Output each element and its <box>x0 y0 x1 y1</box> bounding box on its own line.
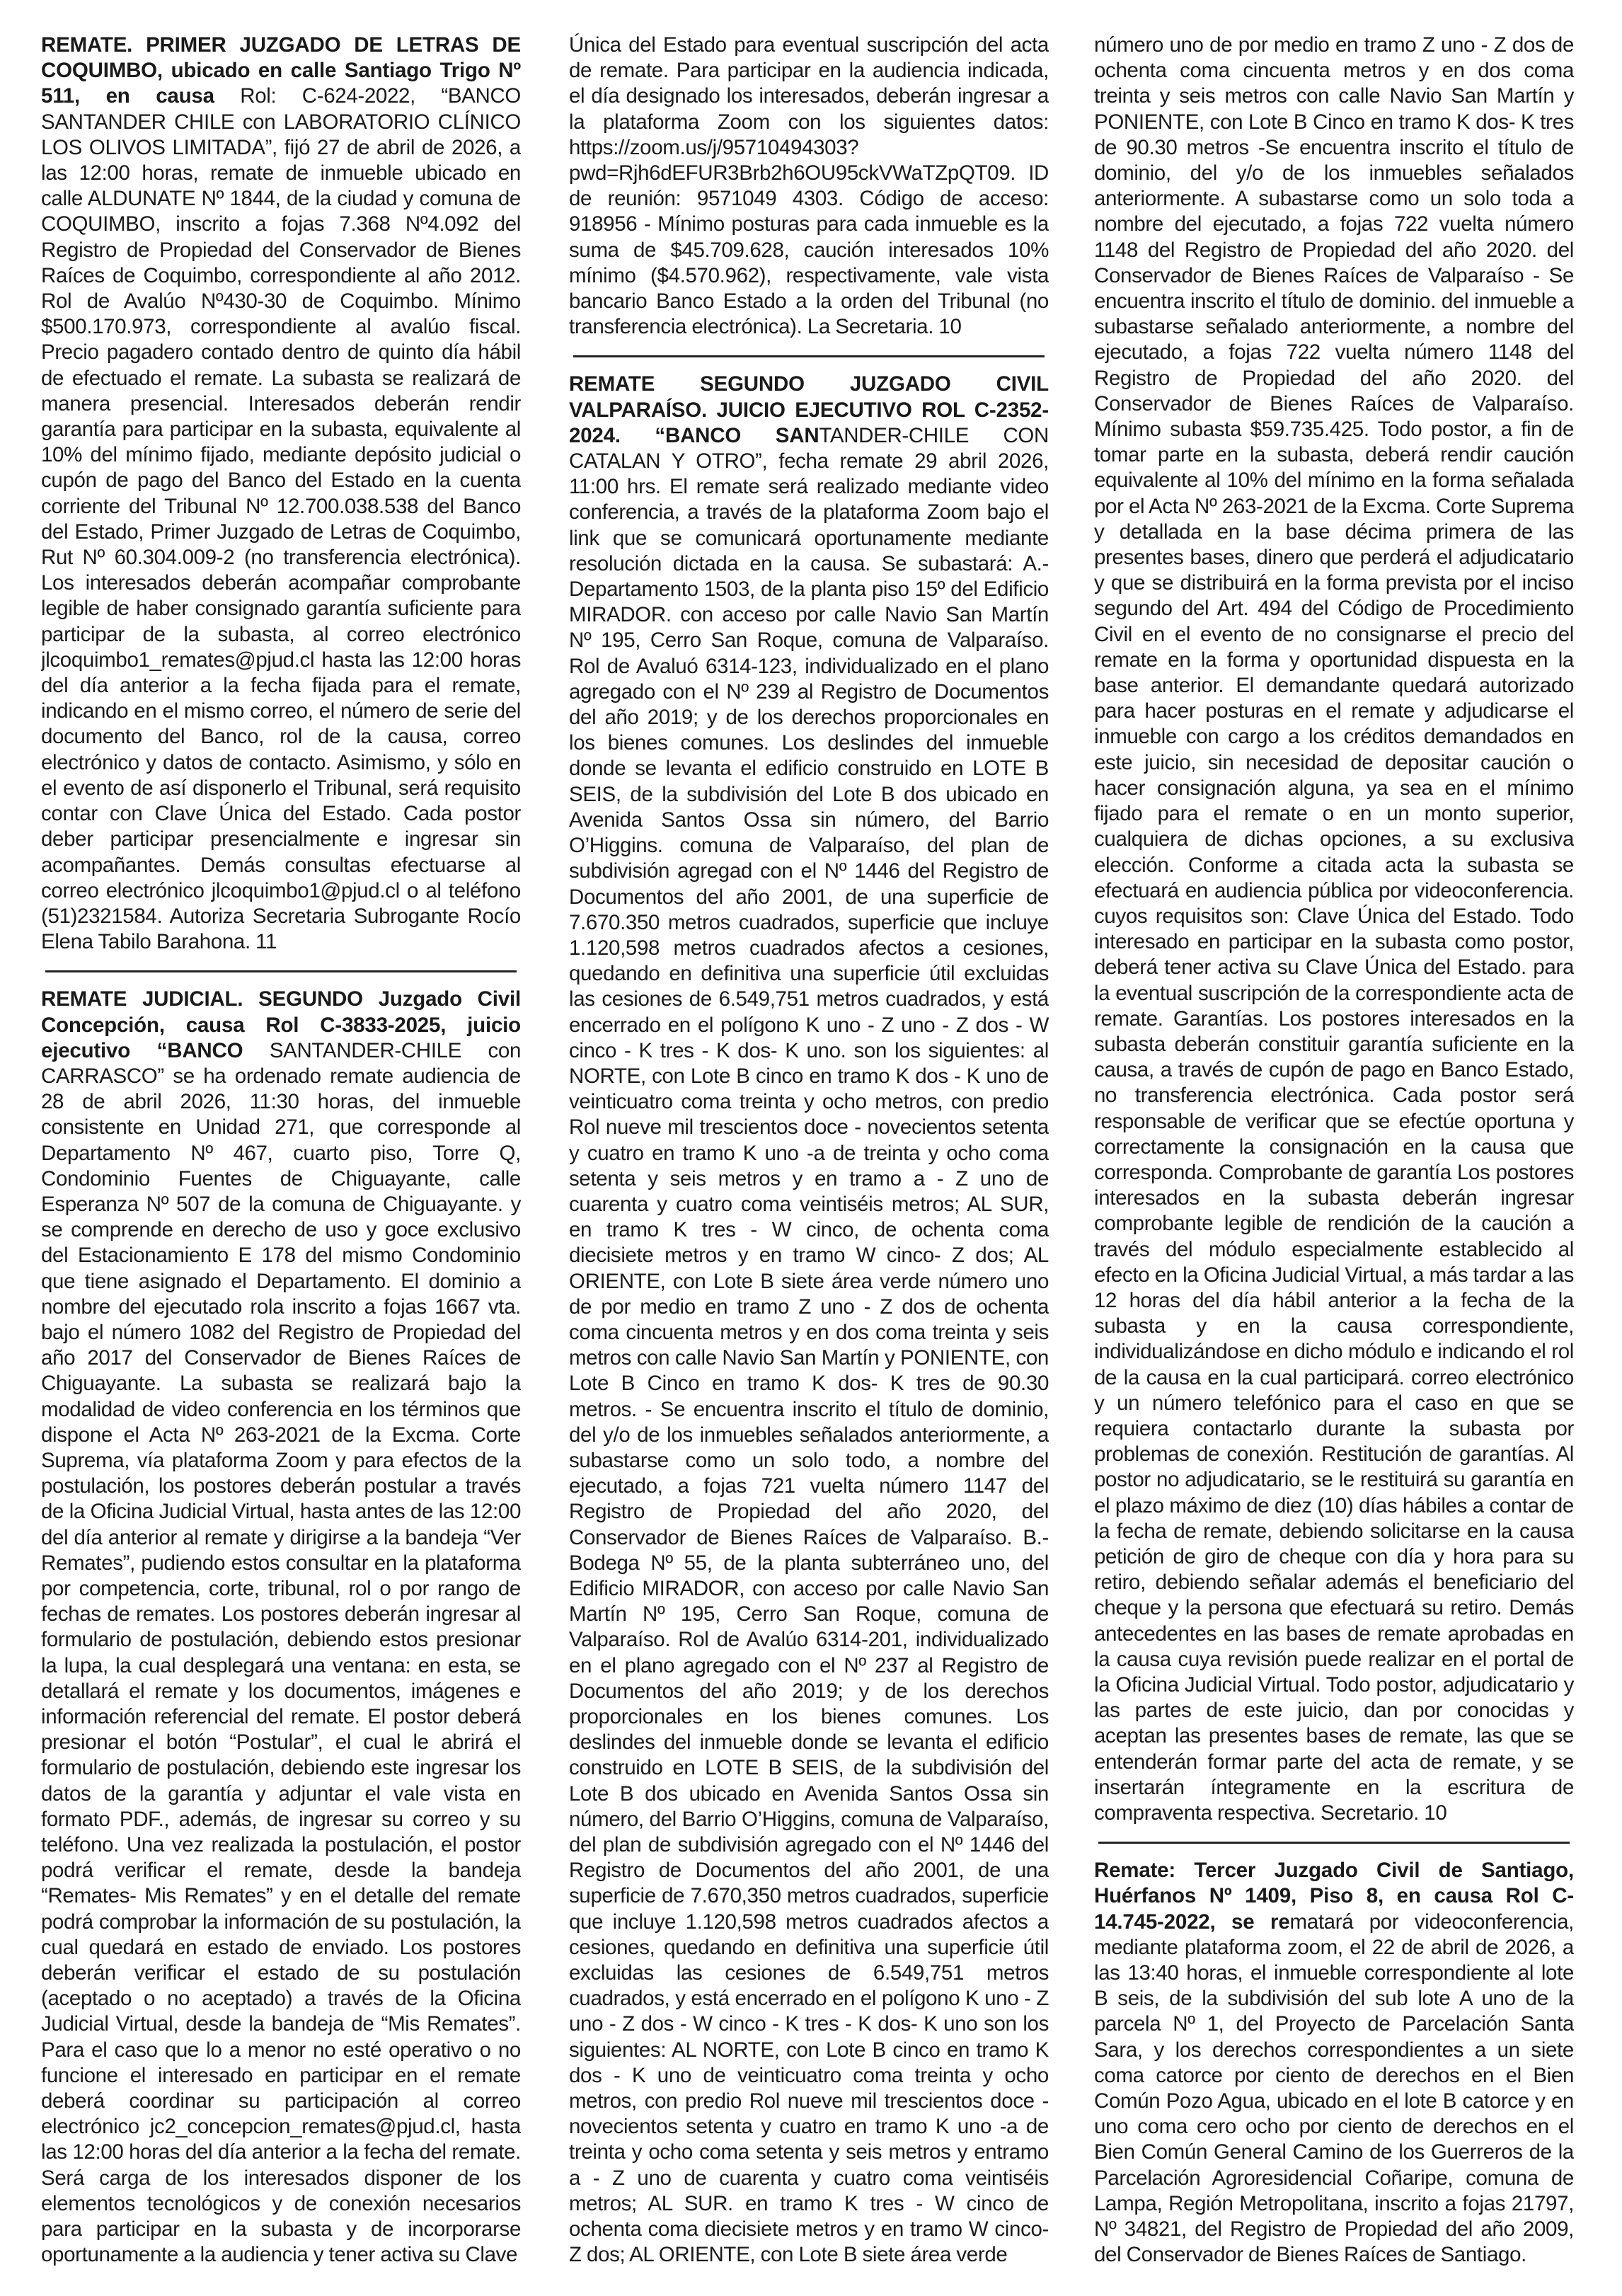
notice-heading: REMATE SEGUNDO JUZGADO CIVIL VALPARAÍSO. JUICIO EJECUTIVO ROL C-2352-2024. “BANCO SAN <box>569 372 1049 447</box>
notice-heading: REMATE JUDICIAL. SEGUNDO Juzgado Civil Concepción, causa Rol C-3833-2025, juicio ejecutivo “BANCO <box>41 987 521 1062</box>
column-1 <box>41 33 521 2283</box>
notice-1-continued <box>569 33 1049 340</box>
notice-body: TANDER-CHILE CON CATALAN Y OTRO”, fecha remate 29 abril 2026, 11:00 hrs. El remate será realizado mediante video conferencia, a través de la plataforma Zoom bajo el link que se comunicará oportunamente mediante resolución dictada en la causa. Se subastará: A.- Departamento 1503, de la planta piso 15º del Edificio MIRADOR. con acceso por calle Navio San Martín Nº 195, Cerro San Roque, comuna de Valparaíso. Rol de Avaluó 6314-123, individualizado en el plano agregado con el Nº 239 al Registro de Documentos del año 2019; y de los derechos proporcionales en los bienes comunes. Los deslindes del inmueble donde se levanta el edificio construido en LOTE B SEIS, de la subdivisión del Lote B dos ubicado en Avenida Santos Ossa sin número, del Barrio O’Higgins. comuna de Valparaíso, del plan de subdivisión agregad con el Nº 1446 del Registro de Documentos del año 2001, de una superficie de 7.670.350 metros cuadrados, superficie que incluye 1.120,598 metros cuadrados afectos a cesiones, quedando en definitiva una superficie útil excluidas las cesiones de 6.549,751 metros cuadrados, y está encerrado en el polígono K uno - Z uno - Z dos - W cinco - K tres - K dos- K uno. son los siguientes: al NORTE, con Lote B cinco en tramo K dos - K uno de veinticuatro coma treinta y ocho metros, con predio Rol nueve mil trescientos doce - novecientos setenta y cuatro en tramo K uno -a de treinta y ocho coma setenta y seis metros y en tramo a - Z uno de cuarenta y cuatro coma veintiséis metros; AL SUR, en tramo K tres - W cinco, de ochenta coma diecisiete metros y en tramo W cinco- Z dos; AL ORIENTE, con Lote B siete área verde número uno de por medio en tramo Z uno - Z dos de ochenta coma cincuenta metros y en dos coma treinta y seis metros con calle Navio San Martín y PONIENTE, con Lote B Cinco en tramo K dos- K tres de 90.30 metros. - Se encuentra inscrito el título de dominio, del y/o de los inmuebles señalados anteriormente, a subastarse como un solo todo, a nombre del ejecutado, a fojas 721 vuelta número 1147 del Registro de Propiedad del año 2020, del Conservador de Bienes Raíces de Valparaíso. B.-Bodega Nº 55, de la planta subterráneo uno, del Edificio MIRADOR, con acceso por calle Navio San Martín Nº 195, Cerro San Roque, comuna de Valparaíso. Rol de Avalúo 6314-201, individualizado en el plano agregado con el Nº 237 al Registro de Documentos del año 2019; y de los derechos proporcionales en los bienes comunes. Los deslindes del inmueble donde se levanta el edificio construido en LOTE B SEIS, de la subdivisión del Lote B dos ubicado en Avenida Santos Ossa sin número, del Barrio O’Higgins, comuna de Valparaíso, del plan de subdivisión agregado con el Nº 1446 del Registro de Documentos del año 2001, de una superficie de 7.670,350 metros cuadrados, superficie que incluye 1.120,598 metros cuadrados afectos a cesiones, quedando en definitiva una superficie útil excluidas las cesiones de 6.549,751 metros cuadrados, y está encerrado en el polígono K uno - Z uno - Z dos - W cinco - K tres - K dos- K uno son los siguientes: AL NORTE, con Lote B cinco en tramo K dos - K uno de veinticuatro coma treinta y ocho metros, con predio Rol nueve mil trescientos doce - novecientos setenta y cuatro en tramo K uno -a de treinta y ocho coma setenta y seis metros y entramo a - Z uno de cuarenta y cuatro coma veintiséis metros; AL SUR. en tramo K tres - W cinco de ochenta coma diecisiete metros y en tramo W cinco- Z dos; AL ORIENTE, con Lote B siete área verde <box>569 423 1049 2267</box>
notice-2-continued <box>1094 33 1574 1826</box>
notice-divider <box>1098 1842 1570 1844</box>
notice-0 <box>41 33 521 955</box>
notice-3 <box>1094 1858 1574 2268</box>
notice-body: Rol: C-624-2022, “BANCO SANTANDER CHILE con LABORATORIO CLÍNICO LOS OLIVOS LIMITADA”, fijó 27 de abril de 2026, a las 12:00 horas, remate de inmueble ubicado en calle ALDUNATE Nº 1844, de la ciudad y comuna de COQUIMBO, inscrito a fojas 7.368 Nº4.092 del Registro de Propiedad del Conservador de Bienes Raíces de Coquimbo, correspondiente al año 2012. Rol de Avalúo Nº430-30 de Coquimbo. Mínimo $500.170.973, correspondiente al avalúo fiscal. Precio pagadero contado dentro de quinto día hábil de efectuado el remate. La subasta se realizará de manera presencial. Interesados deberán rendir garantía para participar en la subasta, equivalente al 10% del mínimo fijado, mediante depósito judicial o cupón de pago del Banco del Estado en la cuenta corriente del Tribunal Nº 12.700.038.538 del Banco del Estado, Primer Juzgado de Letras de Coquimbo, Rut Nº 60.304.009-2 (no transferencia electrónica). Los interesados deberán acompañar comprobante legible de haber consignado garantía suficiente para participar de la subasta, al correo electrónico jlcoquimbo1_remates@pjud.cl hasta las 12:00 horas del día anterior a la fecha fijada para el remate, indicando en el mismo correo, el número de serie del documento del Banco, rol de la causa, correo electrónico y datos de contacto. Asimismo, y sólo en el evento de así disponerlo el Tribunal, será requisito contar con Clave Única del Estado. Cada postor deber participar presencialmente e ingresar sin acompañantes. Demás consultas efectuarse al correo electrónico jlcoquimbo1@pjud.cl o al teléfono (51)2321584. Autoriza Secretaria Subrogante Rocío Elena Tabilo Barahona. 11 <box>41 84 521 954</box>
notice-2 <box>569 372 1049 2268</box>
notice-heading: REMATE. PRIMER JUZGADO DE LETRAS DE COQUIMBO, ubicado en calle Santiago Trigo Nº 511, en causa <box>41 33 521 108</box>
notice-body: matará por videoconferencia, mediante plataforma zoom, el 22 de abril de 2026, a las 13:40 horas, el inmueble correspondiente al lote B seis, de la subdivisión del sub lote A uno de la parcela Nº 1, del Proyecto de Parcelación Santa Sara, y los derechos correspondientes a un siete coma catorce por ciento de derechos en el Bien Común Pozo Agua, ubicado en el lote B catorce y en uno coma cero ocho por ciento de derechos en el Bien Común General Camino de los Guerreros de la Parcelación Agroresidencial Coñaripe, comuna de Lampa, Región Metropolitana, inscrito a fojas 21797, Nº 34821, del Registro de Propiedad del año 2009, del Conservador de Bienes Raíces de Santiago. <box>1094 1910 1574 2267</box>
notice-divider <box>573 355 1045 357</box>
notice-heading: Remate: Tercer Juzgado Civil de Santiago, Huérfanos Nº 1409, Piso 8, en causa Rol C-14.745-2022, se re <box>1094 1859 1574 1934</box>
notice-body: SANTANDER-CHILE con CARRASCO” se ha ordenado remate audiencia de 28 de abril 2026, 11:30 horas, del inmueble consistente en Unidad 271, que corresponde al Departamento Nº 467, cuarto piso, Torre Q, Condominio Fuentes de Chiguayante, calle Esperanza Nº 507 de la comuna de Chiguayante. y se comprende en derecho de uso y goce exclusivo del Estacionamiento E 178 del mismo Condominio que tiene asignado el Departamento. El dominio a nombre del ejecutado rola inscrito a fojas 1667 vta. bajo el número 1082 del Registro de Propiedad del año 2017 del Conservador de Bienes Raíces de Chiguayante. La subasta se realizará bajo la modalidad de video conferencia en los términos que dispone el Acta Nº 263-2021 de la Excma. Corte Suprema, vía plataforma Zoom y para efectos de la postulación, los postores deberán postular a través de la Oficina Judicial Virtual, hasta antes de las 12:00 del día anterior al remate y dirigirse a la bandeja “Ver Remates”, pudiendo estos consultar en la plataforma por competencia, corte, tribunal, rol o por rango de fechas de remates. Los postores deberán ingresar al formulario de postulación, debiendo estos presionar la lupa, la cual desplegará una ventana: en esta, se detallará el remate y los documentos, imágenes e información referencial del remate. El postor deberá presionar el botón “Postular”, el cual le abrirá el formulario de postulación, debiendo este ingresar los datos de la garantía y adjuntar el vale vista en formato PDF., además, de ingresar su correo y su teléfono. Una vez realizada la postulación, el postor podrá verificar el remate, desde la bandeja “Remates- Mis Remates” y en el detalle del remate podrá comprobar la información de su postulación, la cual quedará en estado de enviado. Los postores deberán verificar el estado de su postulación (aceptado o no aceptado) a través de la Oficina Judicial Virtual, desde la bandeja de “Mis Remates”. Para el caso que lo a menor no esté operativo o no funcione el interesado en participar en el remate deberá coordinar su participación al correo electrónico jc2_concepcion_remates@pjud.cl, hasta las 12:00 horas del día anterior a la fecha del remate. Será carga de los interesados disponer de los elementos tecnológicos y de conexión necesarios para participar en la subasta y de incorporarse oportunamente a la audiencia y tener activa su Clave <box>41 1038 521 2267</box>
notice-body-continued: número uno de por medio en tramo Z uno - Z dos de ochenta coma cincuenta metros y en dos coma treinta y seis metros con calle Navio San Martín y PONIENTE, con Lote B Cinco en tramo K dos- K tres de 90.30 metros -Se encuentra inscrito el título de dominio, del y/o de los inmuebles señalados anteriormente. A subastarse como un solo toda a nombre del ejecutado, a fojas 722 vuelta número 1148 del Registro de Propiedad del año 2020. del Conservador de Bienes Raíces de Valparaíso - Se encuentra inscrito el título de dominio. del inmueble a subastarse señalado anteriormente, a nombre del ejecutado, a fojas 722 vuelta número 1148 del Registro de Propiedad del año 2020. del Conservador de Bienes Raíces de Valparaíso. Mínimo subasta $59.735.425. Todo postor, a fin de tomar parte en la subasta, deberá rendir caución equivalente al 10% del mínimo en la forma señalada por el Acta Nº 263-2021 de la Excma. Corte Suprema y detallada en la base décima primera de las presentes bases, dinero que perderá el adjudicatario y que se distribuirá en la forma prevista por el inciso segundo del Art. 494 del Código de Procedimiento Civil en el evento de no consignarse el precio del remate en la forma y oportunidad dispuesta en la base anterior. El demandante quedará autorizado para hacer posturas en el remate y adjudicarse el inmueble con cargo a los créditos demandados en este juicio, sin necesidad de depositar caución o hacer consignación alguna, ya sea en el mínimo fijado para el remate o en un monto superior, cualquiera de dichas opciones, a su exclusiva elección. Conforme a citada acta la subasta se efectuará en audiencia pública por videoconferencia. cuyos requisitos son: Clave Única del Estado. Todo interesado en participar en la subasta como postor, deberá tener activa su Clave Única del Estado. para la eventual suscripción de la correspondiente acta de remate. Garantías. Los postores interesados en la subasta deberán constituir garantía suficiente en la causa, a través de cupón de pago en Banco Estado, no transferencia electrónica. Cada postor será responsable de verificar que se efectúe oportuna y correctamente la consignación en la causa que corresponda. Comprobante de garantía Los postores interesados en la subasta deberán ingresar comprobante legible de rendición de la caución a través del módulo especialmente establecido al efecto en la Oficina Judicial Virtual, a más tardar a las 12 horas del día hábil anterior a la fecha de la subasta y en la causa correspondiente, individualizándose en dicho módulo e indicando el rol de la causa en la cual participará. correo electrónico y un número telefónico para el caso en que se requiera contactarlo durante la subasta por problemas de conexión. Restitución de garantías. Al postor no adjudicatario, se le restituirá su garantía en el plazo máximo de diez (10) días hábiles a contar de la fecha de remate, debiendo solicitarse en la causa petición de giro de cheque con día y hora para su retiro, debiendo señalar además el beneficiario del cheque y la persona que efectuará su retiro. Demás antecedentes en las bases de remate aprobadas en la causa cuya revisión puede realizar en el portal de la Oficina Judicial Virtual. Todo postor, adjudicatario y las partes de este juicio, dan por conocidas y aceptan las presentes bases de remate, las que se entenderán formar parte del acta de remate, y se insertarán íntegramente en la escritura de compraventa respectiva. Secretario. 10 <box>1094 33 1574 1825</box>
notice-body-continued: Única del Estado para eventual suscripción del acta de remate. Para participar en la audiencia indicada, el día designado los interesados, deberán ingresar a la plataforma Zoom con los siguientes datos: https://zoom.us/j/95710494303?pwd=Rjh6dEFUR3Brb2h6OU95ckVWaTZpQT09. ID de reunión: 9571049 4303. Código de acceso: 918956 - Mínimo posturas para cada inmueble es la suma de $45.709.628, caución interesados 10% mínimo ($4.570.962), respectivamente, vale vista bancario Banco Estado a la orden del Tribunal (no transferencia electrónica). La Secretaria. 10 <box>569 33 1049 339</box>
notice-1 <box>41 987 521 2268</box>
column-3 <box>1094 33 1574 2283</box>
column-2 <box>569 33 1049 2283</box>
notice-divider <box>45 970 517 972</box>
